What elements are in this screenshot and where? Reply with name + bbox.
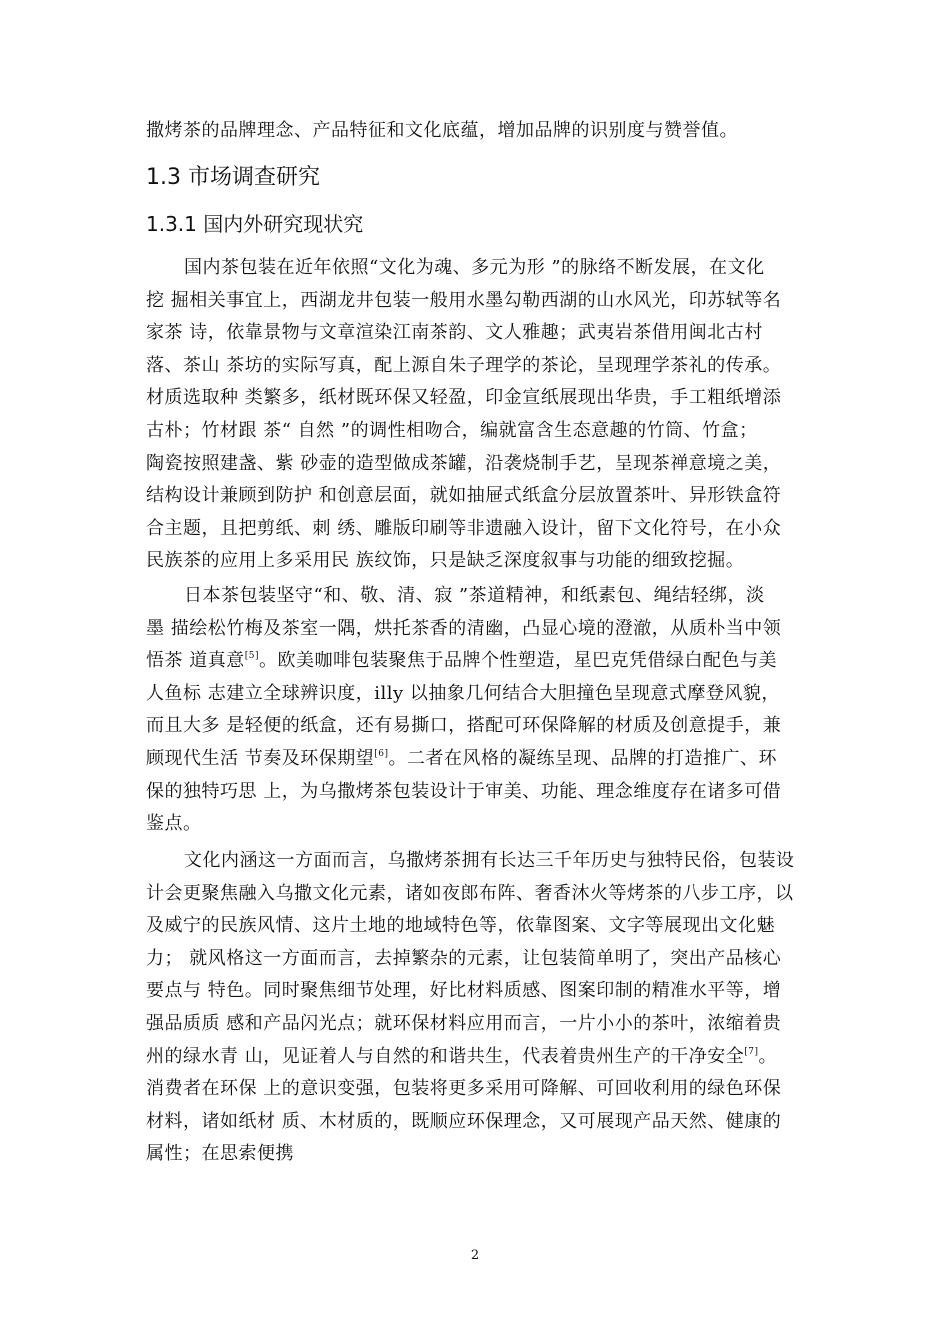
paragraph-line bbox=[146, 453, 781, 475]
paragraph-line bbox=[146, 1143, 294, 1165]
paragraph-line bbox=[146, 355, 781, 377]
line-text: 计会更聚焦融入乌撒文化元素，诸如夜郎布阵、奢香沐火等烤茶的八步工序，以 bbox=[146, 882, 794, 904]
line-text: 要点与 特色。同时聚焦细节处理，好比材料质感、图案印制的精准水平等，增 bbox=[146, 980, 782, 1002]
line-text: 消费者在环保 上的意识变强，包装将更多采用可降解、可回收利用的绿色环保 bbox=[146, 1078, 782, 1100]
line-text: 国内茶包装在近年依照“文化为魂、多元为形 ”的脉络不断发展，在文化 bbox=[184, 257, 765, 278]
line-text: 挖 掘相关事宜上，西湖龙井包装一般用水墨勾勒西湖的山水风光，印苏轼等名 bbox=[146, 289, 782, 311]
line-text: 力； 就风格这一方面而言，去掉繁杂的元素，让包装简单明了，突出产品核心 bbox=[146, 947, 782, 969]
line-text: 日本茶包装坚守“和、敬、清、寂 ”茶道精神，和纸素包、绳结轻绑，淡 bbox=[184, 585, 765, 606]
line-text: 落、茶山 茶坊的实际写真，配上源自朱子理学的茶论，呈现理学茶礼的传承。 bbox=[146, 354, 782, 376]
paragraph-line bbox=[146, 1013, 781, 1035]
paragraph-line bbox=[146, 1078, 781, 1100]
citation-ref: [6] bbox=[374, 749, 389, 759]
line-text: 文化内涵这一方面而言，乌撒烤茶拥有长达三千年历史与独特民俗，包装设 bbox=[184, 850, 795, 871]
line-text: 保的独特巧思 上，为乌撒烤茶包装设计于审美、功能、理念维度存在诸多可借 bbox=[146, 780, 782, 802]
line-text-continued: 。欧美咖啡包装聚焦于品牌个性塑造，星巴克凭借绿白配色与美 bbox=[258, 650, 777, 672]
paragraph-line bbox=[146, 915, 775, 937]
page-number: 2 bbox=[470, 1248, 480, 1263]
paragraph-line bbox=[146, 485, 781, 507]
paragraph-line bbox=[146, 980, 781, 1002]
intro-line: 撒烤茶的品牌理念、产品特征和文化底蕴，增加品牌的识别度与赞誉值。 bbox=[146, 120, 738, 141]
paragraph-line bbox=[184, 257, 765, 279]
line-text: 而且大多 是轻便的纸盒，还有易撕口，搭配可环保降解的材质及创意提手，兼 bbox=[146, 715, 782, 737]
paragraph-line bbox=[146, 781, 781, 803]
paragraph-line bbox=[146, 650, 777, 672]
paragraph-line bbox=[146, 420, 758, 442]
paragraph-line bbox=[146, 948, 781, 970]
line-text: 强品质质 感和产品闪光点；就环保材料应用而言，一片小小的茶叶，浓缩着贵 bbox=[146, 1013, 782, 1034]
line-text: 及威宁的民族风情、这片土地的地域特色等，依靠图案、文字等展现出文化魅 bbox=[146, 915, 775, 937]
line-text: 悟茶 道真意 bbox=[146, 650, 245, 672]
line-text: 古朴；竹材跟 茶“ 自然 ”的调性相吻合，编就富含生态意趣的竹筒、竹盒； bbox=[146, 420, 758, 441]
line-text: 鉴点。 bbox=[146, 813, 202, 835]
paragraph-line bbox=[146, 387, 781, 409]
paragraph-line bbox=[146, 715, 781, 737]
citation-ref: [5] bbox=[244, 651, 259, 662]
line-text: 材料，诸如纸材 质、木材质的，既顺应环保理念，又可展现产品天然、健康的 bbox=[146, 1110, 782, 1132]
line-text-continued: 。 bbox=[758, 1045, 777, 1067]
line-text: 属性；在思索便携 bbox=[146, 1143, 294, 1165]
paragraph-line bbox=[146, 883, 794, 905]
paragraph-line bbox=[146, 813, 202, 835]
paragraph-line bbox=[146, 550, 744, 572]
paragraph-line bbox=[146, 518, 781, 540]
line-text: 材质选取种 类繁多，纸材既环保又轻盈，印金宣纸展现出华贵，手工粗纸增添 bbox=[146, 387, 782, 409]
paragraph-line bbox=[146, 322, 763, 344]
paragraph-line bbox=[146, 618, 781, 640]
line-text: 州的绿水青 山，见证着人与自然的和谐共生，代表着贵州生产的干净安全 bbox=[146, 1045, 745, 1067]
paragraph-line bbox=[146, 748, 777, 770]
paragraph-line bbox=[146, 290, 781, 312]
paragraph-line bbox=[146, 1111, 781, 1133]
line-text: 家茶 诗，依靠景物与文章渲染江南茶韵、文人雅趣；武夷岩茶借用闽北古村 bbox=[146, 322, 763, 344]
line-text: 墨 描绘松竹梅及茶室一隅，烘托茶香的清幽，凸显心境的澄澈，从质朴当中领 bbox=[146, 617, 782, 639]
line-text: 合主题，且把剪纸、刺 绣、雕版印刷等非遗融入设计，留下文化符号，在小众 bbox=[146, 517, 782, 539]
paragraph-line bbox=[146, 683, 780, 705]
line-text: 陶瓷按照建盏、紫 砂壶的造型做成茶罐，沿袭烧制手艺，呈现茶禅意境之美， bbox=[146, 452, 782, 474]
line-text-continued: 。二者在风格的凝练呈现、品牌的打造推广、环 bbox=[388, 748, 777, 769]
line-text: 顾现代生活 节奏及环保期望 bbox=[146, 748, 375, 769]
paragraph-line bbox=[184, 585, 765, 607]
subsection-heading: 1.3.1 国内外研究现状究 bbox=[146, 212, 364, 236]
line-text: 人鱼标 志建立全球辨识度，illy 以抽象几何结合大胆撞色呈现意式摩登风貌， bbox=[146, 682, 780, 704]
citation-ref: [7] bbox=[744, 1046, 759, 1057]
line-text: 民族茶的应用上多采用民 族纹饰，只是缺乏深度叙事与功能的细致挖掘。 bbox=[146, 550, 745, 572]
paragraph-line bbox=[146, 1046, 777, 1068]
line-text: 结构设计兼顾到防护 和创意层面，就如抽屉式纸盒分层放置茶叶、异形铁盒符 bbox=[146, 485, 782, 507]
section-heading: 1.3 市场调查研究 bbox=[146, 165, 320, 190]
paragraph-line bbox=[184, 850, 795, 872]
